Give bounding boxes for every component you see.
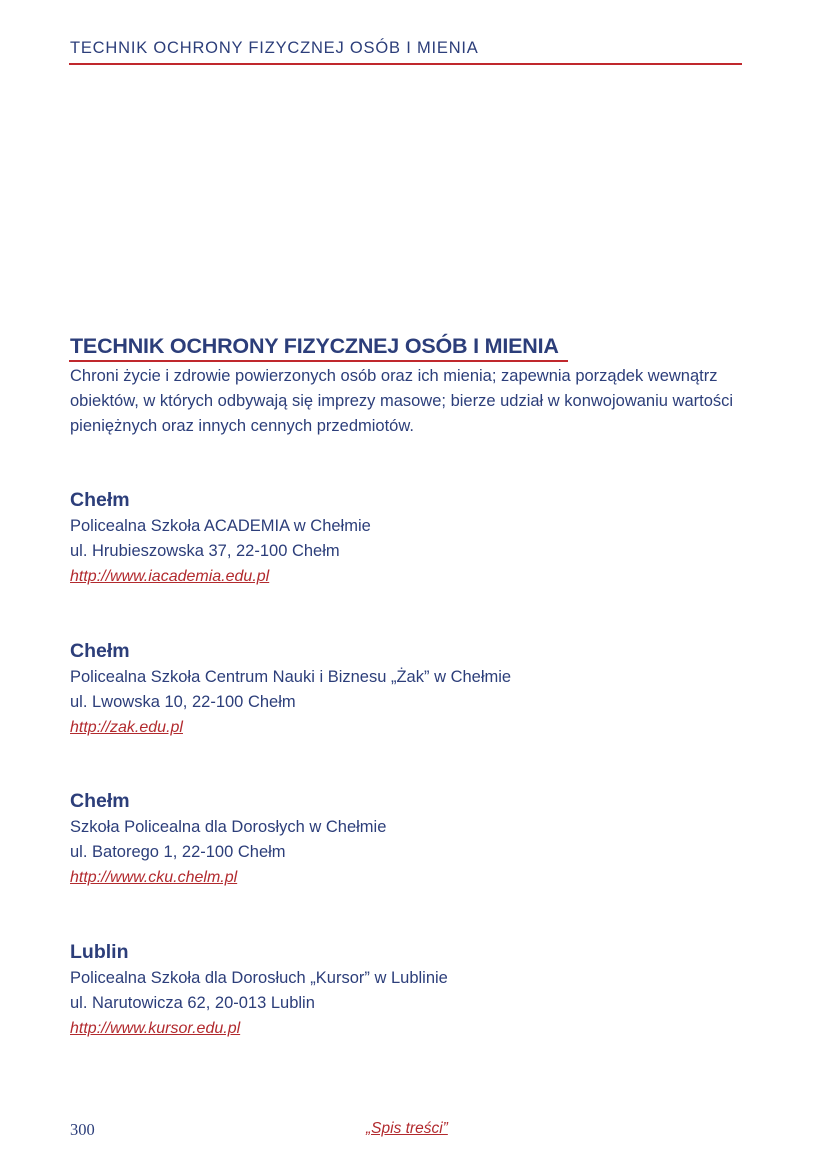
school-website-link[interactable]: http://zak.edu.pl (70, 719, 183, 736)
school-address: ul. Lwowska 10, 22-100 Chełm (70, 693, 296, 711)
section-title-underline (69, 360, 568, 362)
description-line: Chroni życie i zdrowie powierzonych osób oraz ich mienia; zapewnia porządek wewnątrz (70, 367, 718, 385)
section-title: TECHNIK OCHRONY FIZYCZNEJ OSÓB I MIENIA (70, 334, 559, 358)
school-website-link[interactable]: http://www.cku.chelm.pl (70, 869, 238, 886)
page-number: 300 (70, 1120, 95, 1139)
school-name: Szkoła Policealna dla Dorosłych w Chełmie (70, 818, 387, 836)
school-address: ul. Hrubieszowska 37, 22-100 Chełm (70, 542, 340, 560)
school-name: Policealna Szkoła dla Dorosłuch „Kursor” w Lublinie (70, 969, 448, 987)
description-line: obiektów, w których odbywają się imprezy masowe; bierze udział w konwojowaniu wartości (70, 392, 734, 410)
table-of-contents-link[interactable]: „Spis treści” (366, 1120, 448, 1137)
header-divider (69, 63, 742, 65)
running-header: TECHNIK OCHRONY FIZYCZNEJ OSÓB I MIENIA (70, 39, 479, 57)
school-city: Chełm (70, 489, 130, 511)
school-city: Lublin (70, 941, 129, 963)
school-website-link[interactable]: http://www.kursor.edu.pl (70, 1020, 241, 1037)
school-address: ul. Narutowicza 62, 20-013 Lublin (70, 994, 315, 1012)
school-address: ul. Batorego 1, 22-100 Chełm (70, 843, 286, 861)
school-website-link[interactable]: http://www.iacademia.edu.pl (70, 568, 270, 585)
school-name: Policealna Szkoła ACADEMIA w Chełmie (70, 517, 371, 535)
school-entry (70, 637, 750, 740)
school-entry (70, 938, 750, 1041)
school-city: Chełm (70, 640, 130, 662)
school-entry (70, 787, 750, 890)
section-description (70, 364, 750, 439)
description-line: pieniężnych oraz innych cennych przedmiotów. (70, 417, 414, 435)
school-city: Chełm (70, 790, 130, 812)
school-entry (70, 486, 750, 589)
school-name: Policealna Szkoła Centrum Nauki i Biznesu „Żak” w Chełmie (70, 668, 512, 686)
